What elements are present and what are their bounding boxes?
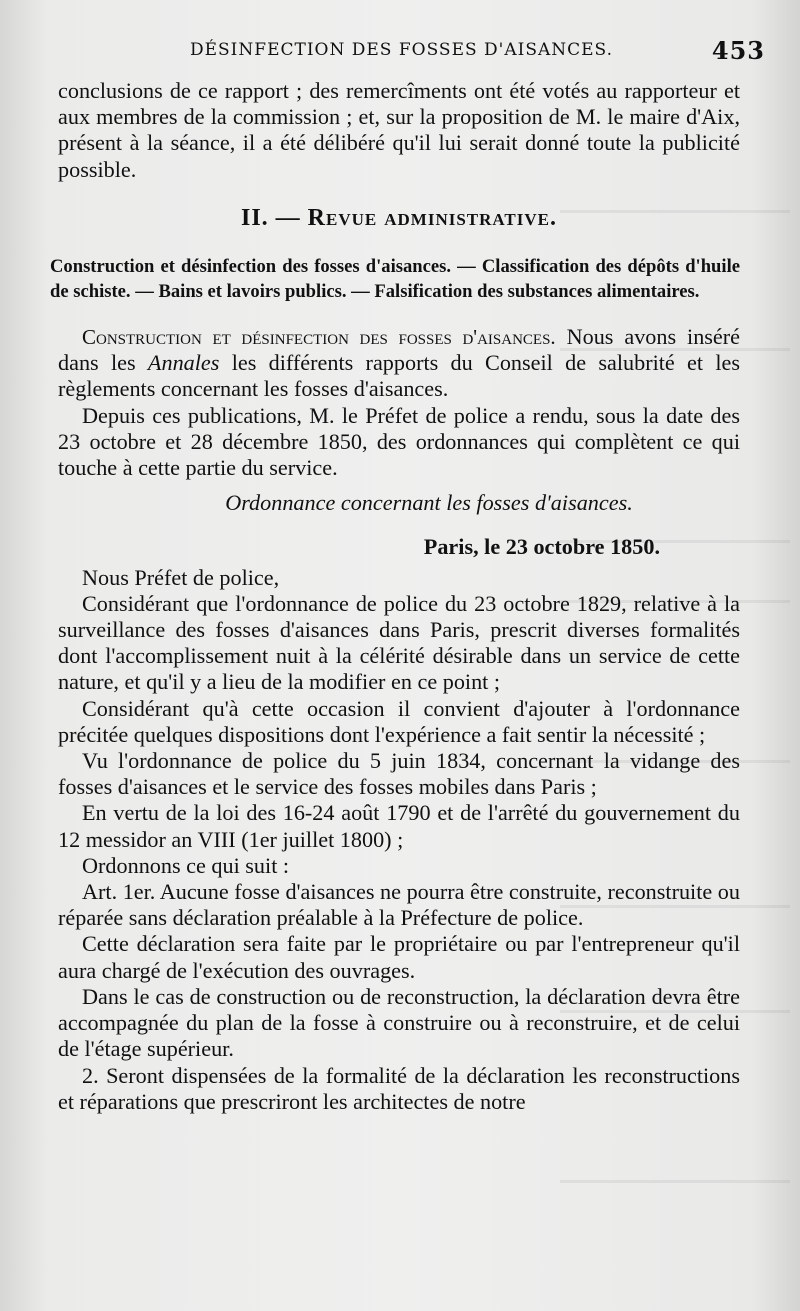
- paragraph-vu: Vu l'ordonnance de police du 5 juin 1834, concernant la vidange des fosses d'aisances et le service des fosses mobiles dans Paris ;: [58, 748, 740, 800]
- paragraph-considerant-2: Considérant qu'à cette occasion il convient d'ajouter à l'ordonnance précitée quelques dispositions dont l'expérience a fait sentir la nécessité ;: [58, 695, 740, 747]
- paragraph-intro: [58, 324, 740, 403]
- paragraph-prefet: Nous Préfet de police,: [82, 564, 280, 590]
- paragraph-intro-text-a: Nous avons inséré dans les: [58, 324, 741, 376]
- section-number: II. —: [240, 204, 301, 231]
- section-title: Revue administrative.: [307, 204, 557, 231]
- paragraph-intro-text-b: les différents rapports du Conseil de salubrité et les règlements concernant les fosses d'aisances.: [58, 350, 741, 402]
- paragraph-en-vertu: En vertu de la loi des 16-24 août 1790 et de l'arrêté du gouvernement du 12 messidor an VIII (1er juillet 1800) ;: [58, 800, 740, 852]
- ordinance-date: Paris, le 23 octobre 1850.: [423, 534, 660, 560]
- running-header: [190, 36, 765, 68]
- running-title: DÉSINFECTION DES FOSSES D'AISANCES.: [190, 40, 613, 60]
- paragraph-ordonnons: Ordonnons ce qui suit :: [82, 852, 290, 878]
- paragraph-article-2: 2. Seront dispensées de la formalité de la déclaration les reconstructions et réparations que prescriront les architectes de notre: [58, 1062, 740, 1114]
- annales-italic: Annales: [147, 350, 220, 376]
- paragraph-considerant-1: Considérant que l'ordonnance de police du 23 octobre 1829, relative à la surveillance des fosses d'aisances dans Paris, prescrit diverses formalités dont l'accomplissement nuit à la célérité désirable dans un service de cette nature, et qu'il y a lieu de la modifier en ce point ;: [58, 590, 740, 695]
- paragraph-conclusion: conclusions de ce rapport ; des remercîments ont été votés au rapporteur et aux membres de la commission ; et, sur la proposition de M. le maire d'Aix, présent à la séance, il a été délibéré qu'il lui serait donné toute la publicité possible.: [58, 78, 740, 182]
- section-summary: Construction et désinfection des fosses d'aisances. — Classification des dépôts d'huile de schiste. — Bains et lavoirs publics. — Falsification des substances alimentaires.: [50, 256, 740, 302]
- page-number: 453: [711, 36, 765, 65]
- paragraph-declaration: Cette déclaration sera faite par le propriétaire ou par l'entrepreneur qu'il aura chargé de l'exécution des ouvrages.: [58, 931, 740, 983]
- paragraph-intro-lead: Construction et désinfection des fosses d'aisances.: [82, 325, 556, 350]
- paragraph-publications: Depuis ces publications, M. le Préfet de police a rendu, sous la date des 23 octobre et 28 décembre 1850, des ordonnances qui complètent ce qui touche à cette partie du service.: [58, 402, 740, 481]
- paragraph-construction-case: Dans le cas de construction ou de reconstruction, la déclaration devra être accompagnée du plan de la fosse à construire ou à reconstruire, et de celui de l'étage supérieur.: [58, 983, 740, 1062]
- page-body: [50, 78, 741, 1115]
- paragraph-article-1: Art. 1er. Aucune fosse d'aisances ne pourra être construite, reconstruite ou réparée sans déclaration préalable à la Préfecture de police.: [58, 879, 740, 931]
- ordinance-title: Ordonnance concernant les fosses d'aisances.: [225, 490, 633, 516]
- section-heading: [58, 205, 740, 231]
